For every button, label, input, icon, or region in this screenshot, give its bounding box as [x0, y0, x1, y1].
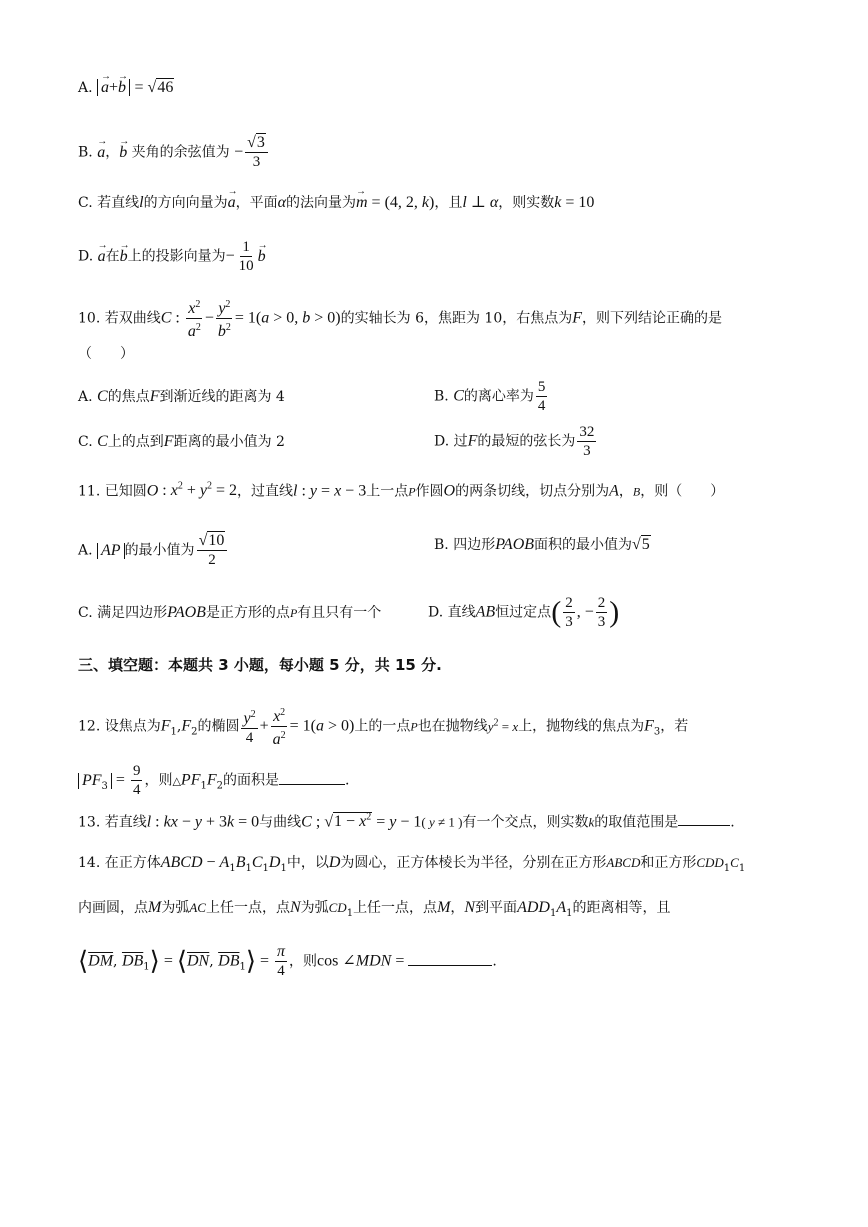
section-heading: 三、填空题：本题共 3 小题，每小题 5 分，共 15 分.	[78, 656, 442, 674]
q14-line1: 14. 在正方体ABCD − $A_1B_1C_1D_1$中，以D为圆心，正方体棱长为半径，分别在正方形ABCD和正方形$CDD_1C_1$	[78, 854, 746, 874]
q10-stem: 10. 若双曲线C : $\frac{x^2}{a^2}$ − $\frac{y^2}{b^2}$ = 1(a > 0, b > 0)的实轴长为 6，焦距为 10，右焦点为F，则下列结论正确的是	[78, 296, 722, 341]
option-label: D.	[78, 248, 94, 265]
formula: → a+→ b	[97, 79, 130, 96]
q10-option-b: B. C的离心率为 $\frac{5}{4}$	[434, 379, 546, 414]
q10-option-d: D. 过F的最短的弦长为 $\frac{32}{3}$	[434, 424, 595, 459]
q11-stem: 11. 已知圆O : $x^2 + y^2 = 2$，过直线l : y = x − 3上一点P作圆O的两条切线，切点分别为A，B，则（ ）	[78, 481, 725, 500]
answer-blank[interactable]	[279, 784, 345, 785]
q14-line3: $⟨\overline{DM}$, $\overline{DB}_1⟩$ = $⟨\overline{DN}$, $\overline{DB}_1⟩$ = $\frac{\pi}{4}$ ，则cos ∠MDN = .	[78, 943, 497, 979]
q13-stem: 13. 若直线l : kx − y + 3k = 0与曲线C ; $√1 - x^2 = y - 1$( y ≠ 1 )有一个交点，则实数k的取值范围是 .	[78, 812, 735, 831]
option-label: C.	[78, 195, 93, 211]
answer-blank[interactable]	[678, 825, 730, 826]
q11-option-d: D. 直线AB恒过定点( $\frac{2}{3}$ , − $\frac{2}{3}$ )	[428, 595, 620, 630]
option-label: B.	[78, 144, 93, 161]
answer-blank[interactable]	[408, 965, 492, 966]
formula: = √46	[134, 79, 174, 96]
fraction: $\frac{√3}{3}$	[245, 134, 268, 171]
q9-option-a	[78, 78, 174, 98]
option-text: 夹角的余弦值为	[131, 144, 230, 161]
q12-line2: $PF_3$ = $\frac{9}{4}$ ，则$\triangle PF_1F_2$的面积是 .	[78, 762, 349, 799]
q11-option-a: A. AP 的最小值为 $\frac{√10}{2}$	[78, 532, 229, 569]
q14-line2: 内画圆，点M为弧AC上任一点，点N为弧$CD_1$上任一点，点M，N到平面$ADD_1A_1$的距离相等，且	[78, 899, 671, 919]
option-label: A.	[78, 80, 93, 96]
q9-option-b: B. → a，→ b 夹角的余弦值为 − $\frac{√3}{3}$	[78, 134, 270, 171]
q11-option-c: C. 满足四边形PAOB是正方形的点P有且只有一个	[78, 604, 382, 621]
q10-option-a: A. C的焦点F到渐近线的距离为 4	[78, 388, 285, 405]
q11-option-b: B. 四边形PAOB面积的最小值为√5	[434, 536, 650, 553]
q9-option-c: C. 若直线l的方向向量为→ a，平面α的法向量为→ m = (4, 2, k)，且l ⊥ α，则实数k = 10	[78, 193, 594, 213]
q10-paren: （ ）	[78, 346, 134, 362]
q9-option-d: D. → a在→ b上的投影向量为− $\frac{1}{10}$ → b	[78, 238, 266, 275]
q12-line1: 12. 设焦点为$F_1,F_2$的椭圆 $\frac{y^2}{4}$ + $\frac{x^2}{a^2}$ = 1(a > 0)上的一点P也在抛物线$y^2 = x$上，抛物线的焦点为$F_3$，若	[78, 704, 688, 749]
q10-option-c: C. C上的点到F距离的最小值为 2	[78, 433, 285, 450]
